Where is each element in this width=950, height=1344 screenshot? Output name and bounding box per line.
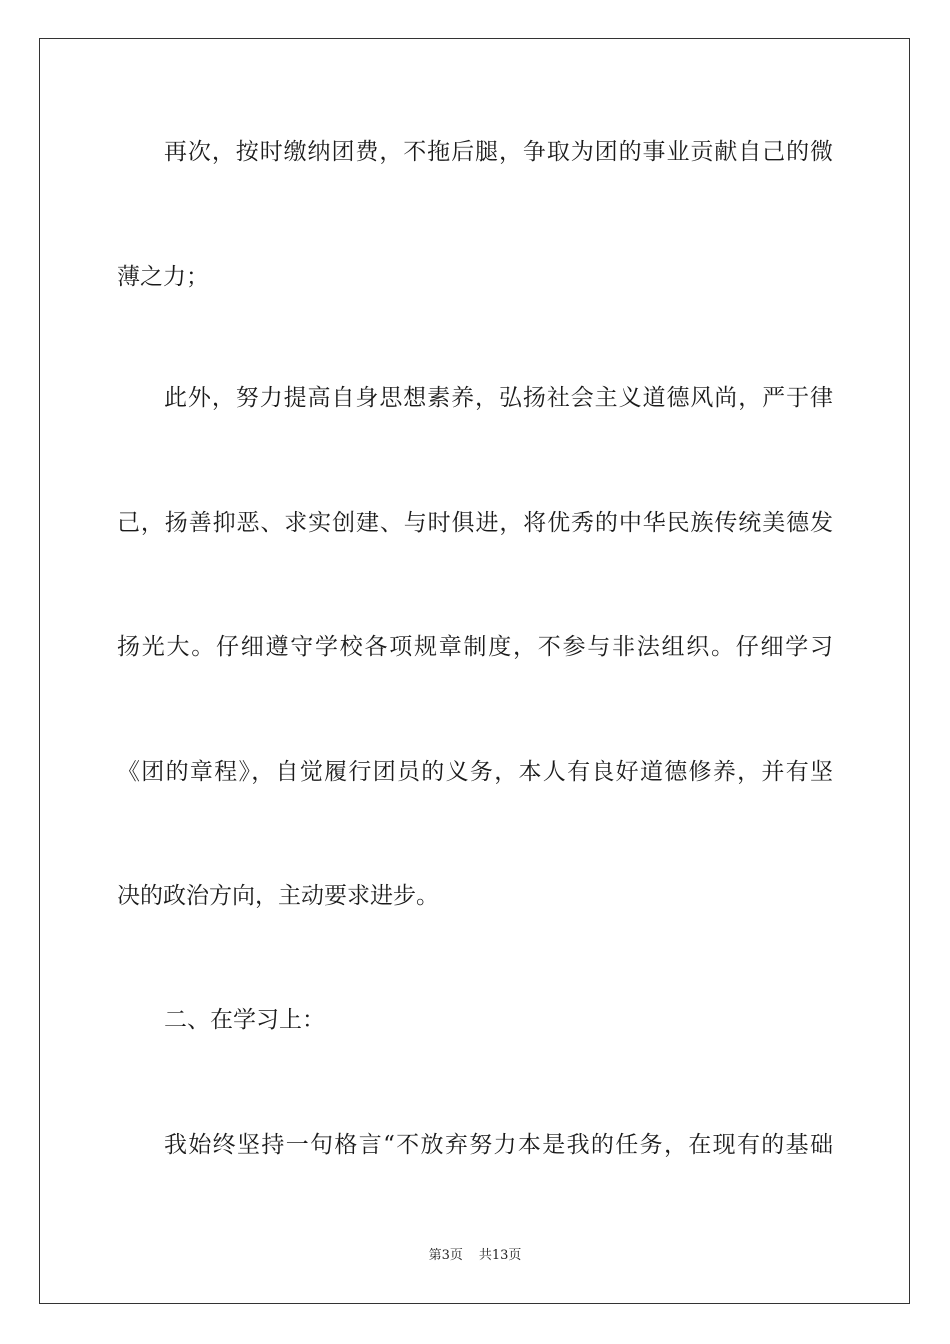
paragraph-line: 薄之力； bbox=[117, 264, 209, 290]
paragraph-line: 再次，按时缴纳团费，不拖后腿，争取为团的事业贡献自己的微 bbox=[164, 139, 833, 165]
paragraph-line: 决的政治方向，主动要求进步。 bbox=[117, 883, 439, 909]
page-total: 共13页 bbox=[478, 1248, 522, 1263]
page-border bbox=[39, 38, 910, 1304]
paragraph-line: 此外，努力提高自身思想素养，弘扬社会主义道德风尚，严于律 bbox=[164, 385, 833, 411]
paragraph-line: 《团的章程》，自觉履行团员的义务，本人有良好道德修养，并有坚 bbox=[117, 759, 833, 785]
paragraph-line: 扬光大。仔细遵守学校各项规章制度，不参与非法组织。仔细学习 bbox=[117, 634, 833, 660]
paragraph-line: 我始终坚持一句格言“不放弃努力本是我的任务，在现有的基础 bbox=[164, 1132, 833, 1158]
page-footer bbox=[0, 1247, 950, 1265]
paragraph-line: 己，扬善抑恶、求实创建、与时俱进，将优秀的中华民族传统美德发 bbox=[117, 510, 833, 536]
section-heading: 二、在学习上： bbox=[164, 1007, 325, 1033]
page-number: 第3页 bbox=[428, 1248, 463, 1263]
